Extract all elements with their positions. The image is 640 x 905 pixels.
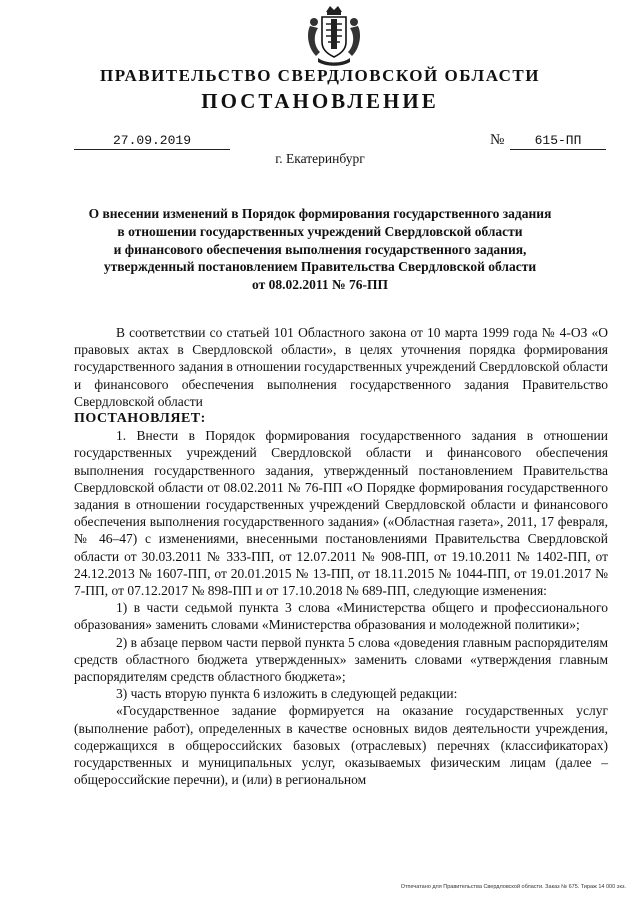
heading-line: в отношении государственных учреждений Свердловской области	[117, 223, 523, 239]
item-1-paragraph: 1. Внести в Порядок формирования государственного задания в отношении государственных учреждений Свердловской области и финансового обеспечения выполнения государственного задания, утвержденный постановлением Правительства Свердловской области от 08.02.2011 № 76-ПП «О Порядке формирования государственного задания в отношении государственных учреждений Свердловской области и финансового обеспечения выполнения государственного задания» («Областная газета», 2011, 17 февраля, № 46–47) с изменениями, внесенными постановлениями Правительства Свердловской области от 30.03.2011 № 333-ПП, от 12.07.2011 № 908-ПП, от 19.10.2011 № 1402-ПП, от 24.12.2013 № 1607-ПП, от 20.01.2015 № 13-ПП, от 18.11.2015 № 1044-ПП, от 19.01.2017 № 7-ПП, от 07.12.2017 № 898-ПП и от 17.10.2018 № 689-ПП, следующие изменения:	[74, 428, 608, 599]
decree-word: ПОСТАНОВЛЯЕТ:	[74, 411, 206, 427]
quote-paragraph: «Государственное задание формируется на оказание государственных услуг (выполнение работ), определенных в качестве основных видов деятельности учреждения, содержащихся в общероссийских базовых (отраслевых) перечнях (классификаторах) государственных и муниципальных услуг, оказываемых физическим лицам (далее – общероссийские перечни), и (или) в региональном	[74, 703, 608, 788]
government-title: ПРАВИТЕЛЬСТВО СВЕРДЛОВСКОЙ ОБЛАСТИ	[100, 66, 540, 85]
heading-line: утвержденный постановлением Правительства Свердловской области	[103, 259, 537, 275]
heading-line: и финансового обеспечения выполнения государственного задания,	[113, 241, 527, 257]
subitem-3-paragraph: 3) часть вторую пункта 6 изложить в следующей редакции:	[116, 686, 458, 702]
intro-paragraph: В соответствии со статьей 101 Областного закона от 10 марта 1999 года № 4-ОЗ «О правовых актах в Свердловской области», в целях уточнения порядка формирования государственного задания в отношении государственных учреждений Свердловской области и финансового обеспечения выполнения государственного задания Правительство Свердловской области	[74, 325, 608, 409]
print-note: Отпечатано для Правительства Свердловской области. Заказ № 675. Тираж 14 000 экз.	[400, 884, 626, 890]
subitem-1-paragraph: 1) в части седьмой пункта 3 слова «Министерства общего и профессионального образования» заменить словами «Министерства образования и молодежной политики»;	[74, 600, 608, 633]
number-sign: №	[490, 132, 505, 148]
document-body	[74, 324, 608, 788]
document-number: 615-ПП	[510, 133, 606, 150]
subitem-2-paragraph: 2) в абзаце первом части первой пункта 5 слова «доведения главным распорядителям средств областного бюджета утвержденных» заменить словами «утверждения главным распорядителям средств областного бюджета»;	[74, 634, 608, 685]
city: г. Екатеринбург	[275, 151, 365, 166]
document-type: ПОСТАНОВЛЕНИЕ	[201, 89, 439, 113]
heading-line: от 08.02.2011 № 76-ПП	[252, 277, 388, 293]
document-heading	[60, 205, 580, 294]
heading-line: О внесении изменений в Порядок формирования государственного задания	[88, 206, 552, 221]
document-date: 27.09.2019	[74, 133, 230, 150]
coat-of-arms-icon	[304, 4, 364, 68]
